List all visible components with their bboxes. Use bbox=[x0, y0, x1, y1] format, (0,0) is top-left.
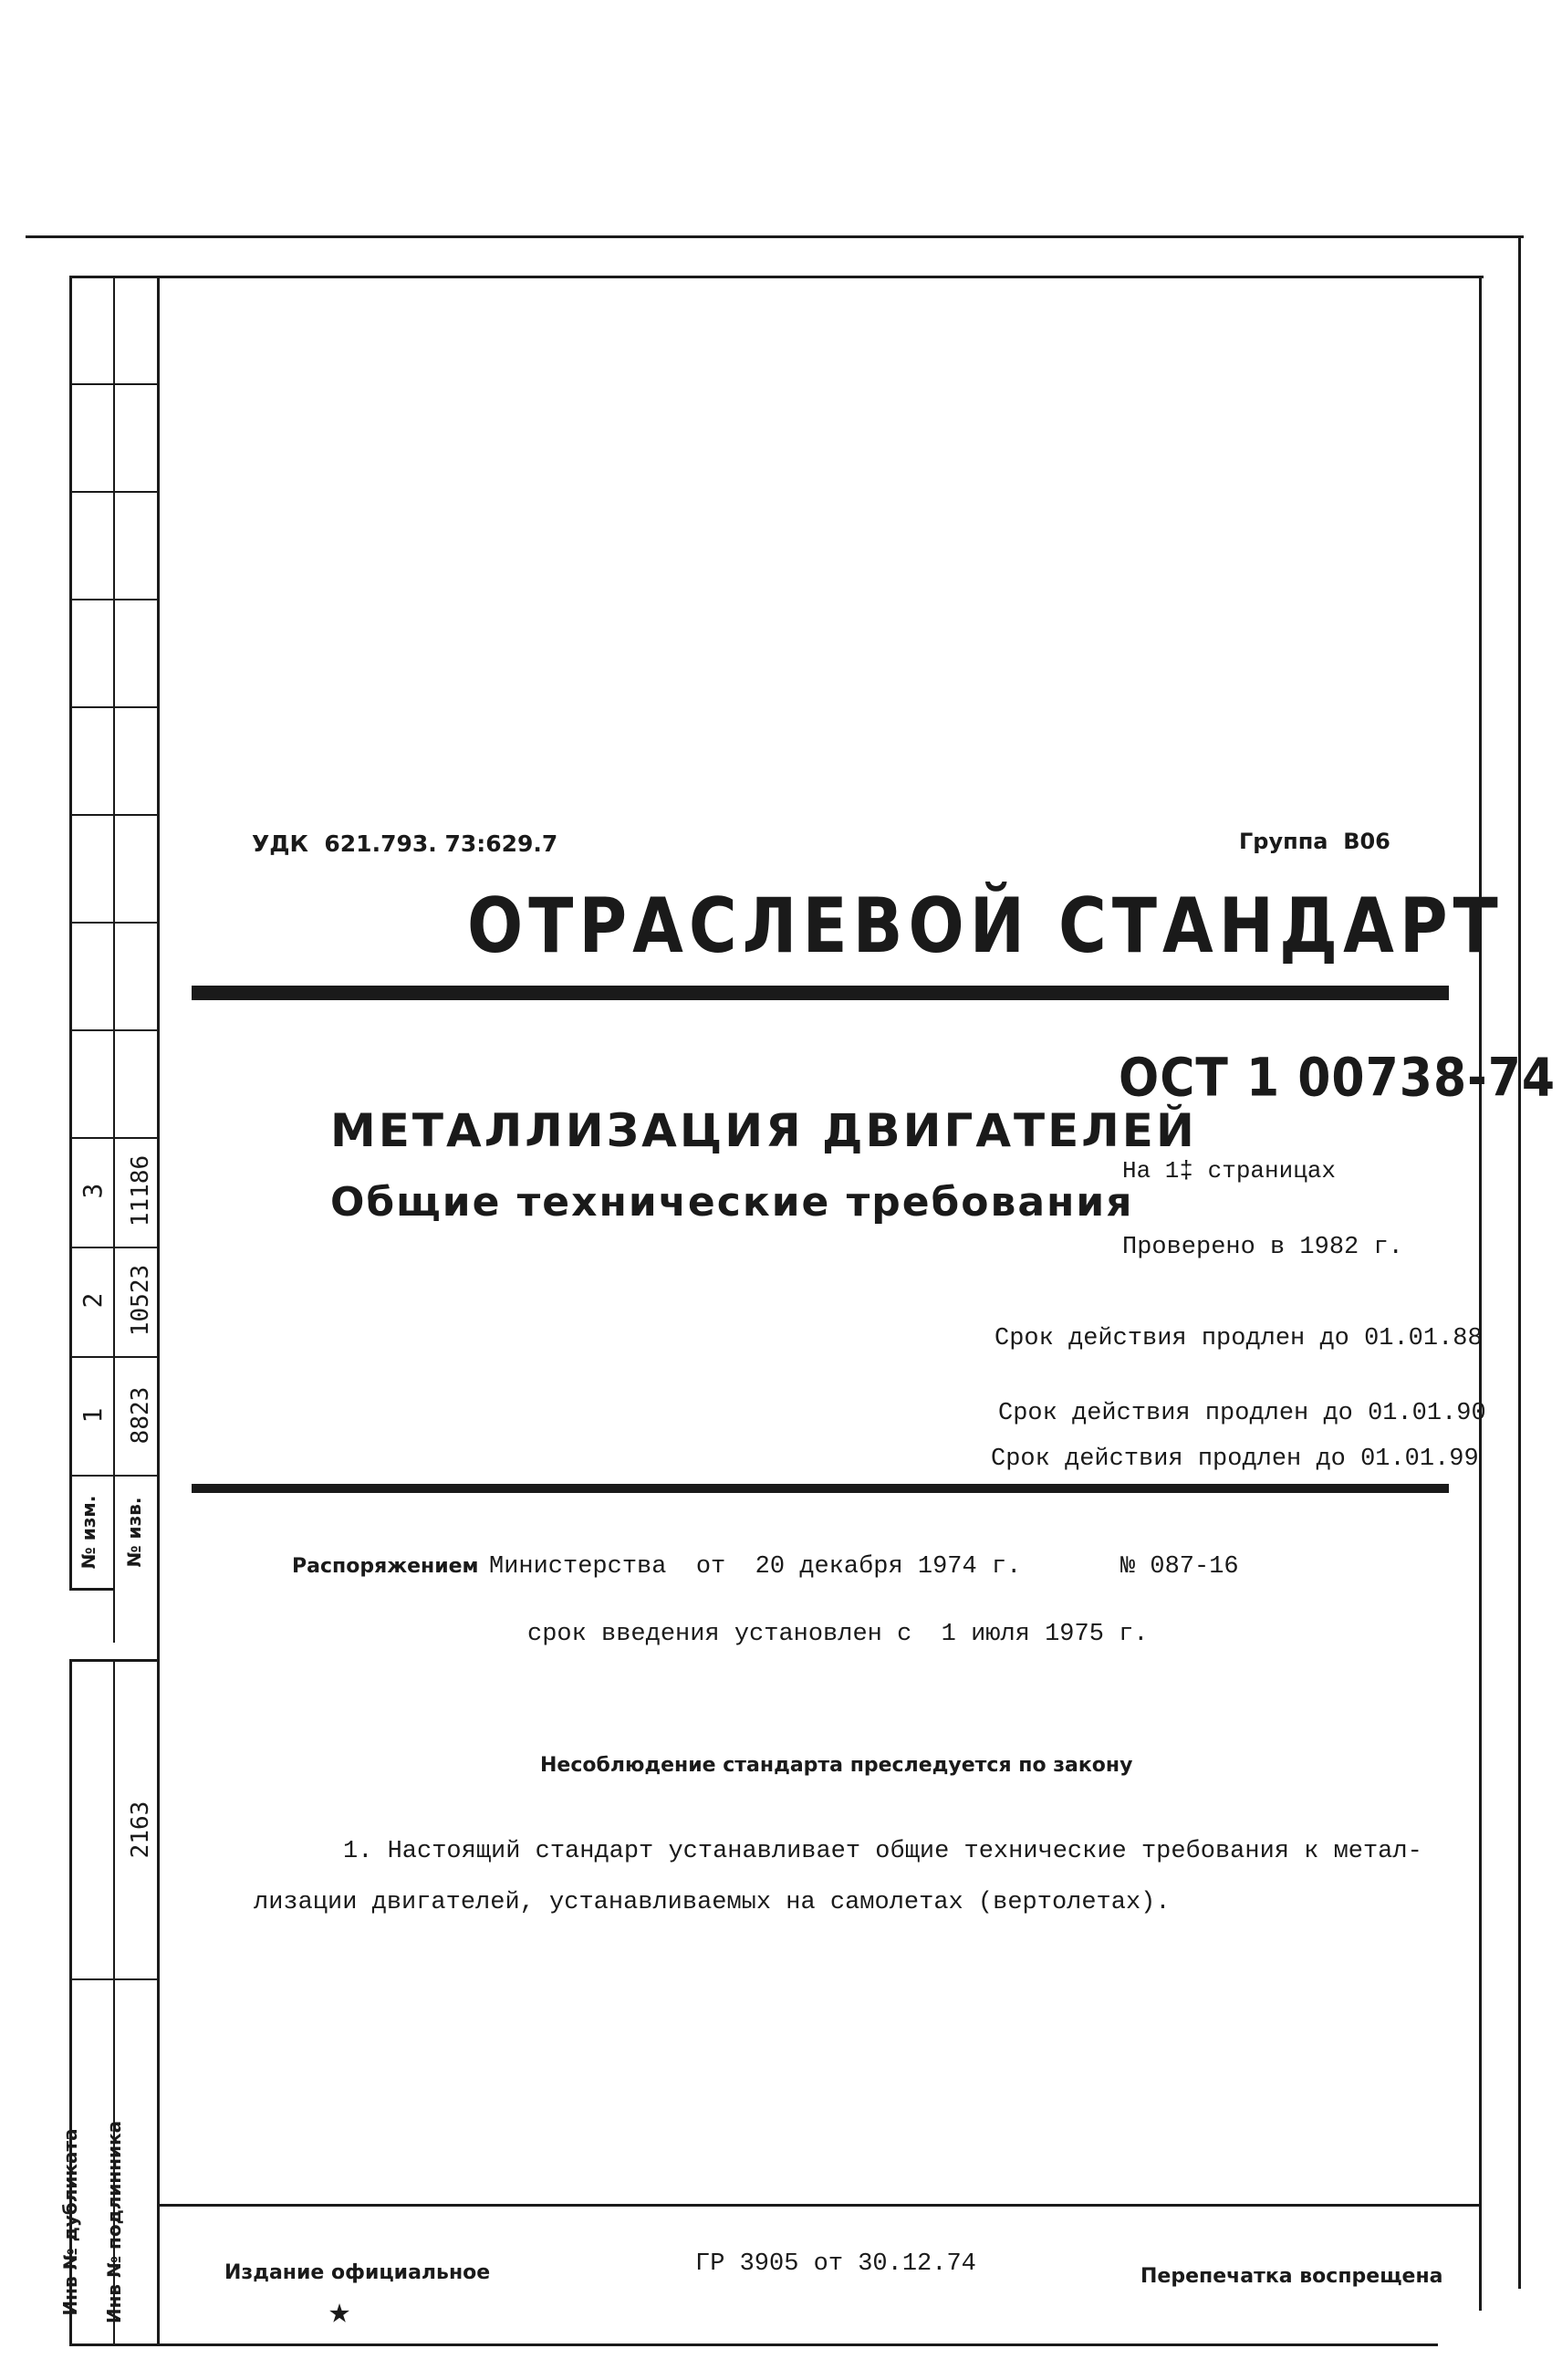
orig-value: 2163 bbox=[127, 1801, 154, 1859]
row-line bbox=[69, 706, 160, 708]
orig-label: Инв № подлинника bbox=[103, 2120, 125, 2324]
document-name-line2: Общие технические требования bbox=[330, 1179, 1134, 1226]
footer-reprint-forbidden: Перепечатка воспрещена bbox=[1140, 2265, 1443, 2288]
row-line bbox=[69, 814, 160, 816]
change-no-label: № изм. bbox=[78, 1495, 99, 1570]
side-table-left bbox=[69, 276, 72, 1590]
doc-no-label: № изв. bbox=[123, 1497, 145, 1568]
extension-1: Срок действия продлен до 01.01.88 bbox=[994, 1325, 1483, 1352]
extension-3: Срок действия продлен до 01.01.99 bbox=[991, 1446, 1479, 1473]
group: Группа В06 bbox=[1239, 829, 1390, 854]
order-text: Министерства от 20 декабря 1974 г. bbox=[489, 1553, 1022, 1581]
legal-warning: Несоблюдение стандарта преследуется по закону bbox=[540, 1754, 1133, 1777]
document-code: ОСТ 1 00738-74 bbox=[1119, 1048, 1557, 1110]
clause-1-line1: 1. Настоящий стандарт устанавливает общие технические требования к метал- bbox=[343, 1838, 1422, 1865]
row-line bbox=[69, 383, 160, 385]
thick-rule-top bbox=[192, 986, 1449, 1000]
dup-label: Инв № дубликата bbox=[59, 2128, 81, 2316]
star-icon: ★ bbox=[328, 2290, 351, 2332]
side-lower-row bbox=[69, 1978, 160, 1980]
doc-no-3: 11186 bbox=[127, 1154, 154, 1227]
change-no-2: 2 bbox=[78, 1292, 108, 1309]
page-title: ОТРАСЛЕВОЙ СТАНДАРТ bbox=[467, 882, 1504, 970]
doc-no-2: 10523 bbox=[127, 1264, 154, 1337]
row-line bbox=[69, 491, 160, 493]
right-outer-border bbox=[1518, 235, 1521, 2289]
order-date-line: срок введения установлен с 1 июля 1975 г. bbox=[527, 1621, 1149, 1648]
side-table-bottom bbox=[69, 1588, 113, 1591]
row-line bbox=[69, 1475, 160, 1477]
footer-official-edition: Издание официальное bbox=[224, 2261, 491, 2284]
row-line bbox=[69, 922, 160, 924]
thick-rule-bottom bbox=[192, 1484, 1449, 1493]
clause-1-line2: лизации двигателей, устанавливаемых на самолетах (вертолетах). bbox=[254, 1889, 1171, 1916]
frame-top bbox=[157, 276, 1484, 278]
top-rule bbox=[26, 235, 1524, 238]
side-step bbox=[113, 1588, 115, 1643]
footer-registration: ГР 3905 от 30.12.74 bbox=[695, 2250, 976, 2278]
order-number: № 087-16 bbox=[1120, 1553, 1239, 1581]
pages-count: На 1‡ страницах bbox=[1122, 1157, 1337, 1185]
row-line bbox=[69, 599, 160, 600]
frame-left bbox=[157, 276, 160, 2345]
row-line bbox=[69, 1356, 160, 1358]
frame-bottom bbox=[69, 2343, 1438, 2346]
udk: УДК 621.793. 73:629.7 bbox=[252, 830, 558, 857]
change-no-3: 3 bbox=[78, 1183, 108, 1199]
verified-year: Проверено в 1982 г. bbox=[1122, 1234, 1403, 1261]
row-line bbox=[69, 1029, 160, 1031]
frame-bottom-rule bbox=[157, 2204, 1482, 2207]
document-name-line1: МЕТАЛЛИЗАЦИЯ ДВИГАТЕЛЕЙ bbox=[330, 1104, 1197, 1157]
doc-no-1: 8823 bbox=[127, 1386, 154, 1445]
change-no-1: 1 bbox=[78, 1407, 108, 1424]
frame-right bbox=[1479, 276, 1482, 2311]
side-table-top bbox=[69, 276, 160, 278]
side-table-mid bbox=[113, 276, 115, 1590]
extension-2: Срок действия продлен до 01.01.90 bbox=[998, 1400, 1486, 1427]
order-label: Распоряжением bbox=[292, 1555, 479, 1578]
